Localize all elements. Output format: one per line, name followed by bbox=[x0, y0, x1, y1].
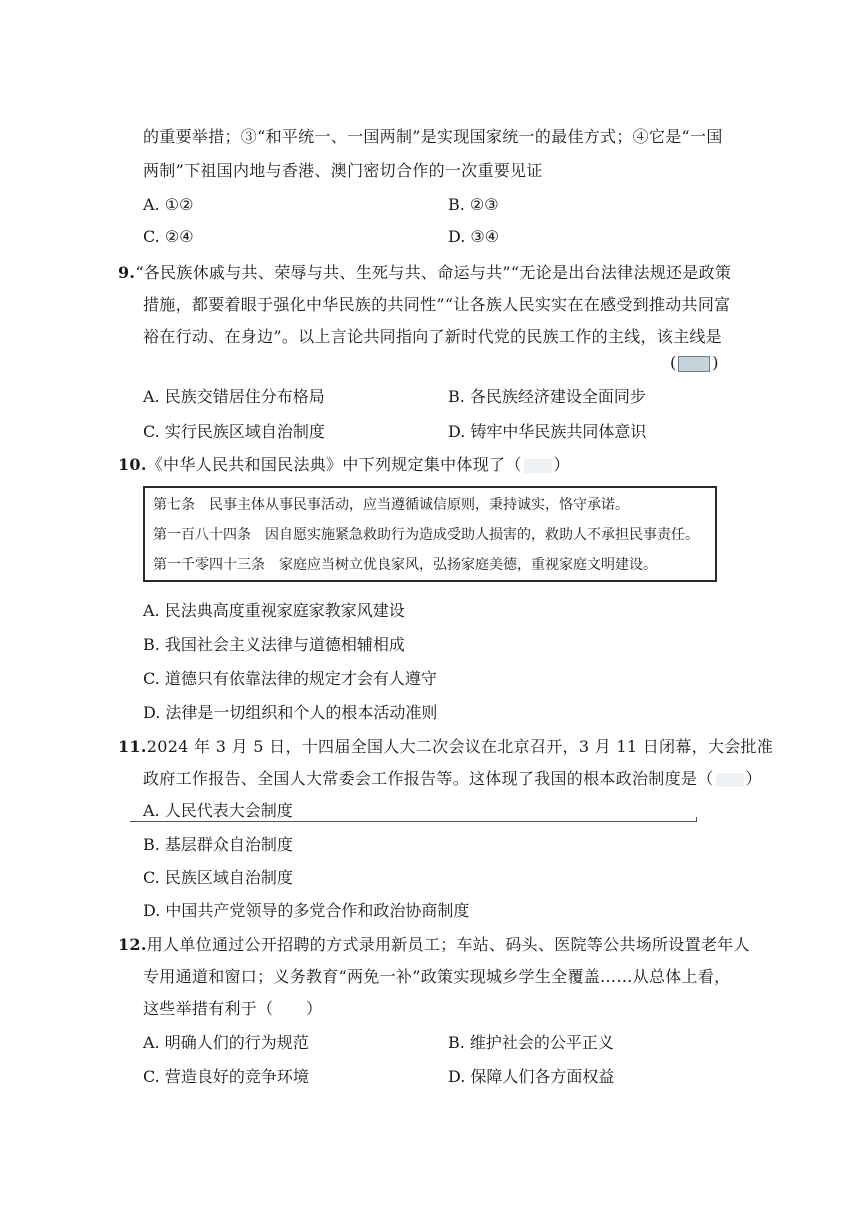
q12-option-c[interactable]: C. 营造良好的竞争环境 bbox=[143, 1067, 309, 1086]
q9-option-d[interactable]: D. 铸牢中华民族共同体意识 bbox=[448, 422, 647, 441]
q8-stem-line2: 两制”下祖国内地与香港、澳门密切合作的一次重要见证 bbox=[143, 161, 543, 180]
q10-article-box bbox=[143, 486, 717, 582]
q11-handwritten-mark bbox=[130, 817, 697, 822]
q10-article-184: 第一百八十四条 因自愿实施紧急救助行为造成受助人损害的，救助人不承担民事责任。 bbox=[153, 527, 699, 543]
q11-stem-line1 bbox=[118, 736, 773, 758]
q9-option-b[interactable]: B. 各民族经济建设全面同步 bbox=[448, 387, 646, 406]
q10-option-b[interactable]: B. 我国社会主义法律与道德相辅相成 bbox=[143, 635, 405, 654]
q11-stem-line2: 政府工作报告、全国人大常委会工作报告等。这体现了我国的根本政治制度是（ ） bbox=[143, 769, 762, 788]
q12-stem-line1 bbox=[118, 934, 750, 956]
q11-option-a[interactable]: A. 人民代表大会制度 bbox=[143, 801, 293, 820]
q8-option-b[interactable]: B. ②③ bbox=[448, 195, 499, 214]
q11-number: 11. bbox=[118, 737, 147, 756]
q9-stem-line1 bbox=[118, 262, 731, 284]
q9-option-c[interactable]: C. 实行民族区域自治制度 bbox=[143, 422, 325, 441]
q11-line1-text: 2024 年 3 月 5 日，十四届全国人大二次会议在北京召开，3 月 11 日闭幕，大会批准 bbox=[146, 737, 774, 756]
q9-number: 9. bbox=[118, 263, 136, 282]
q12-line1-text: 用人单位通过公开招聘的方式录用新员工；车站、码头、医院等公共场所设置老年人 bbox=[146, 935, 750, 954]
q12-number: 12. bbox=[118, 935, 147, 954]
q10-option-d[interactable]: D. 法律是一切组织和个人的根本活动准则 bbox=[143, 703, 438, 722]
q12-stem-line3: 这些举措有利于（ ） bbox=[143, 999, 323, 1018]
q10-number: 10. bbox=[118, 455, 147, 474]
q10-option-c[interactable]: C. 道德只有依靠法律的规定才会有人遵守 bbox=[143, 669, 437, 688]
q9-answer-box[interactable] bbox=[678, 356, 710, 372]
q8-option-a[interactable]: A. ①② bbox=[143, 195, 194, 214]
q9-stem-line3: 裕在行动、在身边”。以上言论共同指向了新时代党的民族工作的主线，该主线是 bbox=[143, 327, 722, 346]
q9-stem-line2: 措施，都要着眼于强化中华民族的共同性”“让各族人民实实在在感受到推动共同富 bbox=[143, 295, 731, 314]
q12-stem-line2: 专用通道和窗口；义务教育“两免一补”政策实现城乡学生全覆盖……从总体上看， bbox=[143, 967, 731, 986]
q12-option-d[interactable]: D. 保障人们各方面权益 bbox=[448, 1067, 615, 1086]
q8-stem-line1: 的重要举措；③“和平统一、一国两制”是实现国家统一的最佳方式；④它是“一国 bbox=[143, 127, 723, 146]
q10-stem: 10.《中华人民共和国民法典》中下列规定集中体现了（ ） bbox=[118, 455, 570, 474]
q9-line1-text: “各民族休戚与共、荣辱与共、生死与共、命运与共”“无论是出台法律法规还是政策 bbox=[135, 263, 732, 282]
q9-answer-bracket[interactable]: ( ) bbox=[670, 353, 719, 372]
q11-option-d[interactable]: D. 中国共产党领导的多党合作和政治协商制度 bbox=[143, 901, 470, 920]
q8-option-d[interactable]: D. ③④ bbox=[448, 227, 500, 246]
q10-option-a[interactable]: A. 民法典高度重视家庭家教家风建设 bbox=[143, 601, 405, 620]
q11-option-c[interactable]: C. 民族区域自治制度 bbox=[143, 868, 293, 887]
q9-option-a[interactable]: A. 民族交错居住分布格局 bbox=[143, 387, 325, 406]
q10-article-1043: 第一千零四十三条 家庭应当树立优良家风，弘扬家庭美德，重视家庭文明建设。 bbox=[153, 557, 657, 573]
q11-option-b[interactable]: B. 基层群众自治制度 bbox=[143, 835, 293, 854]
q12-option-b[interactable]: B. 维护社会的公平正义 bbox=[448, 1033, 614, 1052]
q10-article-7: 第七条 民事主体从事民事活动，应当遵循诚信原则，秉持诚实，恪守承诺。 bbox=[153, 497, 629, 513]
q11-answer-blank[interactable] bbox=[716, 773, 744, 787]
q12-option-a[interactable]: A. 明确人们的行为规范 bbox=[143, 1033, 309, 1052]
q10-answer-blank[interactable] bbox=[524, 459, 552, 473]
q8-option-c[interactable]: C. ②④ bbox=[143, 227, 194, 246]
q10-stem-text: 《中华人民共和国民法典》中下列规定集中体现了（ bbox=[146, 455, 522, 474]
